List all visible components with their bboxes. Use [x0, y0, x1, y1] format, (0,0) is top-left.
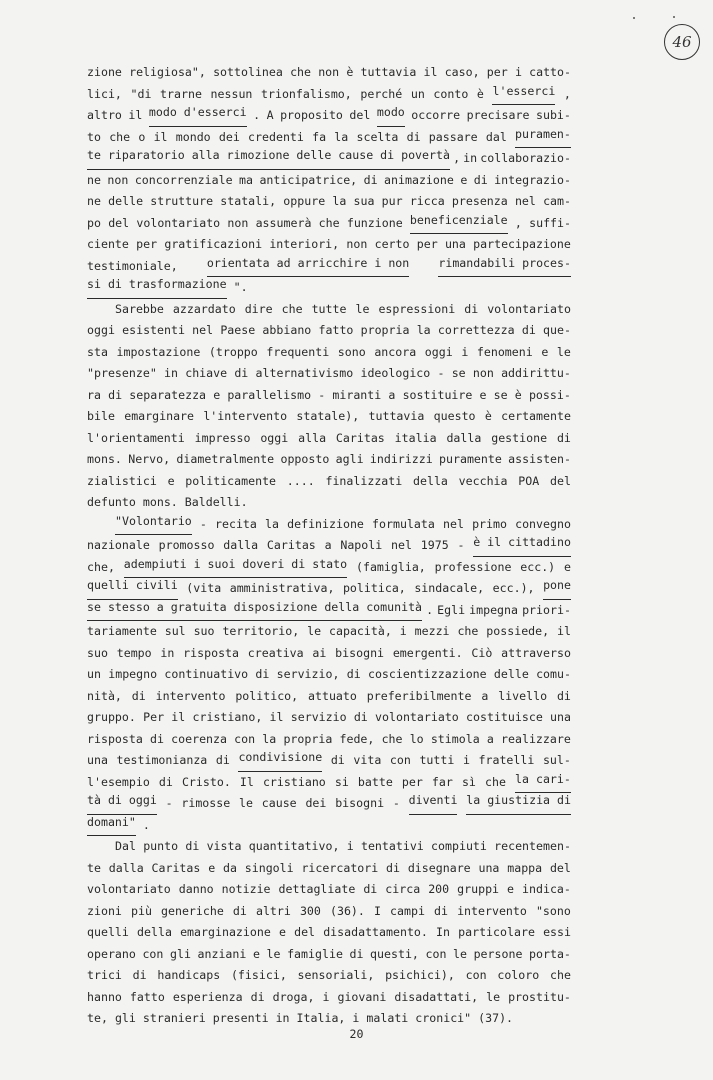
underlined-phrase: beneficenziale	[410, 213, 508, 235]
underlined-phrase: modo	[377, 105, 405, 127]
text-line: si di trasformazione ".	[87, 277, 571, 299]
text-line: un impegno continuativo di servizio, di coscientizzazione delle comu-	[87, 667, 571, 681]
text-line: ne delle strutture statali, oppure la sua pur ricca presenza nel cam-	[87, 194, 571, 208]
underlined-phrase: la giustizia di	[466, 793, 571, 815]
text-line: "Volontario - recita la definizione formulata nel primo convegno	[87, 514, 571, 536]
underlined-phrase: "Volontario	[115, 514, 192, 536]
text-line: l'esempio di Cristo. Il cristiano si batte per far sì che la cari-	[87, 772, 571, 794]
page-stamp: 46	[664, 24, 700, 60]
text-line: operano con gli anziani e le famiglie di questi, con le persone porta-	[87, 946, 571, 961]
text-line: oggi esistenti nel Paese abbiano fatto propria la correttezza di que-	[87, 323, 571, 337]
text-line: sta impostazione (troppo frequenti sono ancora oggi i fenomeni e le	[87, 344, 571, 359]
text-line: te riparatorio alla rimozione delle cause di povertà , in collaborazio-	[87, 148, 571, 170]
text-line: volontariato danno notizie dettagliate di circa 200 gruppi e indica-	[87, 882, 571, 896]
underlined-phrase: puramen-	[515, 127, 571, 149]
text-line: zioni più generiche di altri 300 (36). I campi di intervento "sono	[87, 903, 571, 918]
text-line: ra di separatezza e parallelismo - miranti a sostituire e se è possi-	[87, 387, 571, 402]
page-number: 20	[349, 1027, 364, 1041]
underlined-phrase: rimandabili proces-	[438, 256, 571, 278]
text-line: Dal punto di vista quantitativo, i tentativi compiuti recentemen-	[115, 839, 571, 853]
text-line: po del volontariato non assumerà che funzione beneficenziale , suffi-	[87, 213, 571, 235]
underlined-phrase: si di trasformazione	[87, 277, 227, 299]
underlined-phrase: è il cittadino	[473, 535, 571, 557]
underlined-phrase: domani"	[87, 815, 136, 837]
underlined-phrase: adempiuti i suoi doveri di stato	[124, 557, 347, 579]
text-line: tariamente sul suo territorio, le capacità, i mezzi che possiede, il	[87, 624, 571, 638]
text-line: una testimonianza di condivisione di vita con tutti i fratelli sul-	[87, 750, 571, 772]
underlined-phrase: se stesso a gratuita disposizione della comunità	[87, 600, 422, 622]
text-line: quelli civili (vita amministrativa, politica, sindacale, ecc.), pone	[87, 578, 571, 600]
text-line: hanno fatto esperienza di droga, i giovani disadattati, le prostitu-	[87, 989, 571, 1004]
text-line: lici, "di trarne nessun trionfalismo, perché un conto è l'esserci ,	[87, 84, 571, 106]
text-line: "presenze" in chiave di alternativismo ideologico - se non addirittu-	[87, 366, 571, 380]
text-line: zialistici e politicamente .... finalizzati della vecchia POA del	[87, 473, 571, 488]
text-line: nità, di intervento politico, attuato preferibilmente a livello di	[87, 688, 571, 703]
text-line: tà di oggi - rimosse le cause dei bisogni - diventi la giustizia di	[87, 793, 571, 815]
scan-speck	[673, 16, 675, 18]
text-line: defunto mons. Baldelli.	[87, 495, 248, 509]
text-line: gruppo. Per il cristiano, il servizio di volontariato costituisce una	[87, 710, 571, 724]
text-line: testimoniale, orientata ad arricchire i non rimandabili proces-	[87, 256, 571, 278]
text-line: ciente per gratificazioni interiori, non certo per una partecipazione	[87, 237, 571, 251]
text-line: trici di handicaps (fisici, sensoriali, psichici), con coloro che	[87, 968, 571, 982]
underlined-phrase: tà di oggi	[87, 793, 157, 815]
text-line: zione religiosa", sottolinea che non è tuttavia il caso, per i catto-	[87, 65, 571, 79]
underlined-phrase: quelli civili	[87, 578, 178, 600]
text-line: te, gli stranieri presenti in Italia, i malati cronici" (37).	[87, 1011, 514, 1025]
text-line: risposta di coerenza con la propria fede, che lo stimola a realizzare	[87, 731, 571, 746]
text-line: to che o il mondo dei credenti fa la scelta di passare dal puramen-	[87, 127, 571, 149]
underlined-phrase: pone	[543, 578, 571, 600]
underlined-phrase: l'esserci	[492, 84, 555, 106]
text-line: ne non concorrenziale ma anticipatrice, di animazione e di integrazio-	[87, 172, 571, 187]
text-line: quelli della emarginazione e del disadattamento. In particolare essi	[87, 925, 571, 939]
text-line: che, adempiuti i suoi doveri di stato (famiglia, professione ecc.) e	[87, 557, 571, 579]
text-line: se stesso a gratuita disposizione della comunità . Egli impegna priori-	[87, 600, 571, 622]
text-line: bile emarginare l'intervento statale), tuttavia questo è certamente	[87, 409, 571, 423]
text-line: domani" .	[87, 815, 571, 837]
text-line: nazionale promosso dalla Caritas a Napoli nel 1975 - è il cittadino	[87, 535, 571, 557]
body-text	[87, 62, 571, 1030]
text-line: l'orientamenti impresso oggi alla Caritas italia dalla gestione di	[87, 430, 571, 445]
underlined-phrase: orientata ad arricchire i non	[207, 256, 409, 278]
text-line: Sarebbe azzardato dire che tutte le espressioni di volontariato	[115, 301, 571, 316]
underlined-phrase: la cari-	[515, 772, 571, 794]
text-line: te dalla Caritas e da singoli ricercatori di disegnare una mappa del	[87, 860, 571, 875]
text-line: mons. Nervo, diametralmente opposto agli indirizzi puramente assisten-	[87, 452, 571, 466]
underlined-phrase: modo d'esserci	[149, 105, 247, 127]
text-line: suo tempo in risposta creativa ai bisogni emergenti. Ciò attraverso	[87, 645, 571, 660]
underlined-phrase: condivisione	[238, 750, 322, 772]
underlined-phrase: te riparatorio alla rimozione delle cause di povertà	[87, 148, 450, 170]
underlined-phrase: diventi	[409, 793, 458, 815]
text-line: altro il modo d'esserci . A proposito del modo occorre precisare subi-	[87, 105, 571, 127]
scan-speck	[633, 17, 635, 19]
